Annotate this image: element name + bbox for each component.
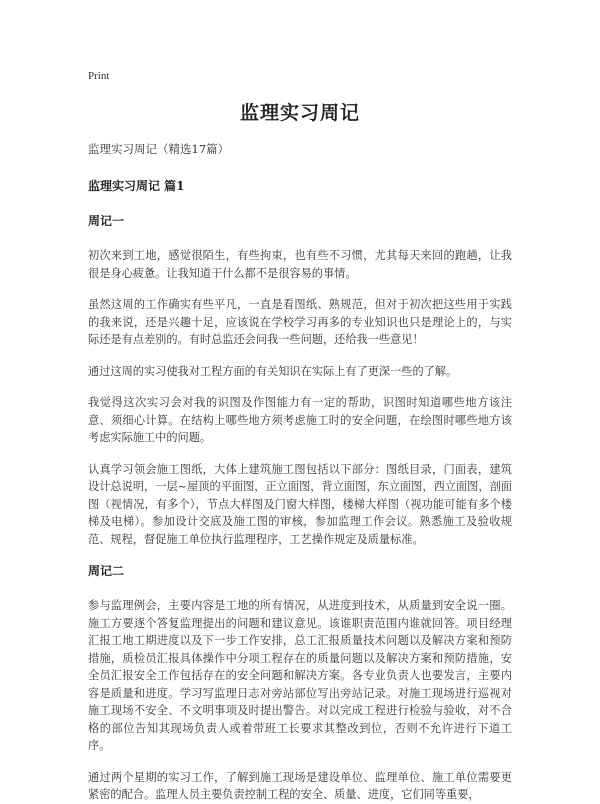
week1-title: 周记一 xyxy=(88,214,125,228)
paragraph: 认真学习领会施工图纸，大体上建筑施工图包括以下部分：图纸目录，门面表，建筑设计总说明，一层~屋顶的平面图，正立面图，背立面图，东立面图，西立面图，剖面图（视情况，有多个），节点大样图及门窗大样图，楼梯大样图（视功能可能有多个楼梯及电梯）。参加设计交底及施工图的审核，参加监理工作会议。熟悉施工及验收规范、规程，督促施工单位执行监理程序，工艺操作规定及质量标准。 xyxy=(88,462,512,546)
paragraph: 通过两个星期的实习工作，了解到施工现场是建设单位、监理单位、施工单位需要更紧密的配合。监理人员主要负责控制工程的安全、质量、进度，它们同等重要， xyxy=(88,770,512,801)
section-title: 监理实习周记 篇1 xyxy=(88,179,185,193)
document-subtitle: 监理实习周记（精选17篇） xyxy=(88,142,230,156)
print-link[interactable]: Print xyxy=(88,70,110,82)
paragraph: 通过这周的实习使我对工程方面的有关知识在实际上有了更深一些的了解。 xyxy=(88,364,458,378)
paragraph: 我觉得这次实习会对我的识图及作图能力有一定的帮助，识图时知道哪些地方该注意、须细心计算。在结构上哪些地方须考虑施工时的安全问题，在绘图时哪些地方该考虑实际施工中的问题。 xyxy=(88,396,512,444)
paragraph: 虽然这周的工作确实有些平凡，一直是看图纸、熟规范，但对于初次把这些用于实践的我来说，还是兴趣十足，应该说在学校学习再多的专业知识也只是理论上的，与实际还是有点差别的。有时总监还会问我一些问题，还给我一些意见！ xyxy=(88,298,512,346)
paragraph: 初次来到工地，感觉很陌生，有些拘束，也有些不习惯，尤其每天来回的跑趟，让我很是身心疲惫。让我知道干什么都不是很容易的事情。 xyxy=(88,249,512,280)
paragraph: 参与监理例会，主要内容是工地的所有情况，从进度到技术，从质量到安全说一圈。施工方要逐个答复监理提出的问题和建议意见。该谁职责范围内谁就回答。项目经理汇报工地工期进度以及下一步工作安排，总工汇报质量技术问题以及解决方案和预防措施，质检员汇报具体操作中分项工程存在的质量问题以及解决方案和预防措施，安全员汇报安全工作包括存在的安全问题和解决方案。各专业负责人也要发言，主要内容是质量和进度。学习写监理日志对旁站部位写出旁站记录。对施工现场进行巡视对施工现场不安全、不文明事项及时提出警告。对以完成工程进行检验与验收，对不合格的部位告知其现场负责人或着带班工长要求其整改到位，否则不允许进行下道工序。 xyxy=(88,599,512,752)
page-title: 监理实习周记 xyxy=(239,102,360,124)
week2-title: 周记二 xyxy=(88,564,125,578)
